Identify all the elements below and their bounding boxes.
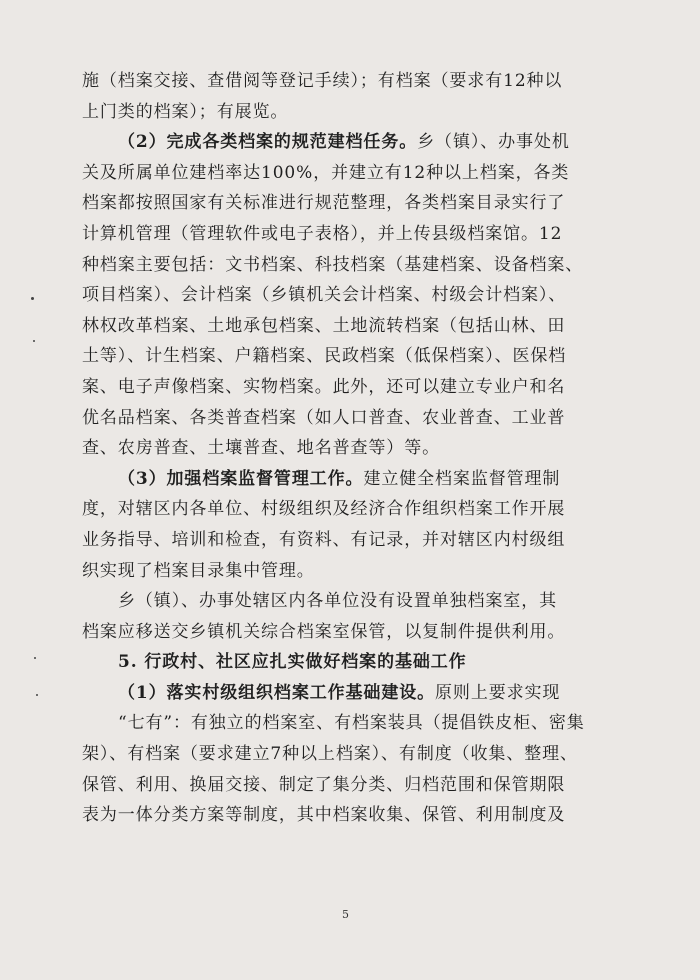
text-run: 乡（镇）、办事处机 — [417, 132, 570, 153]
text-line: 种档案主要包括：文书档案、科技档案（基建档案、设备档案、 — [82, 254, 584, 275]
text-line: 优名品档案、各类普查档案（如人口普查、农业普查、工业普 — [82, 407, 566, 428]
text-line: “七有”：有独立的档案室、有档案装具（提倡铁皮柜、密集 — [118, 713, 585, 734]
scan-speck — [33, 340, 35, 342]
section-heading: （2）完成各类档案的规范建档任务。 — [118, 132, 418, 153]
scan-speck — [36, 694, 38, 696]
section-heading: （1）落实村级组织档案工作基础建设。 — [118, 682, 436, 703]
text-line: 度，对辖区内各单位、村级组织及经济合作组织档案工作开展 — [82, 499, 566, 520]
text-line: 关及所属单位建档率达100%，并建立有12种以上档案，各类 — [82, 162, 570, 183]
text-line: 林权改革档案、土地承包档案、土地流转档案（包括山林、田 — [82, 315, 566, 336]
section-heading: （3）加强档案监督管理工作。 — [118, 468, 364, 489]
text-line: 档案都按照国家有关标准进行规范整理，各类档案目录实行了 — [82, 193, 566, 214]
text-line — [82, 464, 618, 495]
text-line — [82, 127, 618, 158]
text-line — [82, 678, 618, 709]
text-line: 织实现了档案目录集中管理。 — [82, 560, 315, 581]
text-line: 计算机管理（管理软件或电子表格），并上传县级档案馆。12 — [82, 223, 563, 244]
text-line: 保管、利用、换届交接、制定了集分类、归档范围和保管期限 — [82, 774, 566, 795]
text-line: 土等）、计生档案、户籍档案、民政档案（低保档案）、医保档 — [82, 346, 567, 367]
text-line: 业务指导、培训和检查，有资料、有记录，并对辖区内村级组 — [82, 529, 566, 550]
text-line: 表为一体分类方案等制度，其中档案收集、保管、利用制度及 — [82, 805, 566, 826]
text-line: 上门类的档案）；有展览。 — [82, 101, 289, 122]
text-line: 架）、有档案（要求建立7种以上档案）、有制度（收集、整理、 — [82, 744, 578, 765]
text-line: 档案应移送交乡镇机关综合档案室保管，以复制件提供利用。 — [82, 621, 566, 642]
scan-speck — [34, 657, 36, 659]
text-line: 施（档案交接、查借阅等登记手续）；有档案（要求有12种以 — [82, 71, 563, 91]
text-line: 查、农房普查、土壤普查、地名普查等）等。 — [82, 438, 440, 459]
text-line: 乡（镇）、办事处辖区内各单位没有设置单独档案室，其 — [118, 591, 557, 612]
page-number: 5 — [342, 908, 349, 921]
document-body — [82, 66, 618, 831]
text-run: 原则上要求实现 — [435, 682, 561, 703]
text-line: 项目档案）、会计档案（乡镇机关会计档案、村级会计档案）、 — [82, 285, 567, 306]
scan-speck — [31, 297, 34, 300]
section-heading: 5. 行政村、社区应扎实做好档案的基础工作 — [118, 652, 467, 673]
text-run: 建立健全档案监督管理制 — [363, 468, 561, 489]
text-line: 案、电子声像档案、实物档案。此外，还可以建立专业户和名 — [82, 376, 566, 397]
